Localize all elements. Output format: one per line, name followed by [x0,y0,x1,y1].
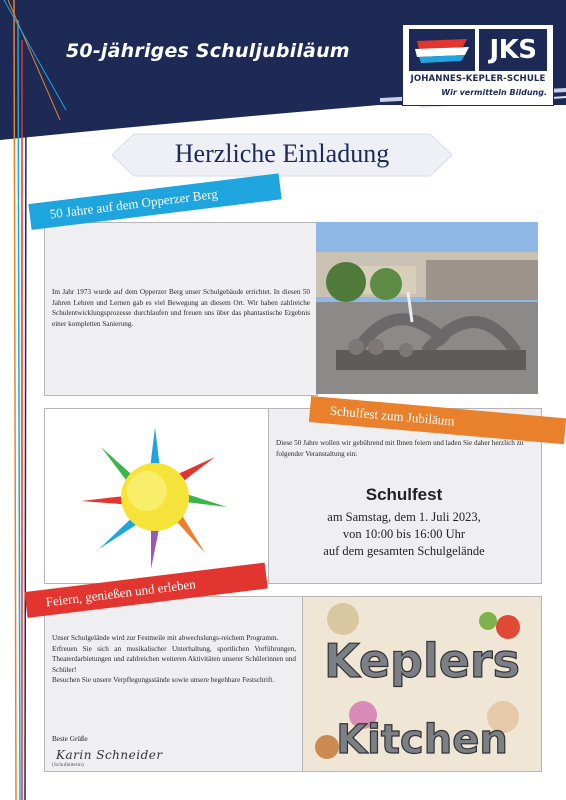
program-line: Erfreuen Sie sich an musikalischer Unterhaltung, sportlichen Vorführungen, Theaterdarbietungen und zahlreichen weiteren Aktivitäten unserer Schülerinnen und Schüler! [52,644,296,674]
sun-splash-illustration [45,409,269,583]
signer-role: (Schulleiterin) [52,762,84,768]
logo-flag-icon [409,29,475,71]
logo-school-name: JOHANNES-KEPLER-SCHULE [410,74,546,84]
history-paragraph: Im Jahr 1973 wurde auf dem Opperzer Berg unser Schulgebäude errichtet. In diesen 50 Jahren Lehren und Lernen gab es viel Bewegung an diesem Ort. Wir haben zahlreiche Schulentwicklungsprozesse durchlaufen und freuen uns über das phantastische Ergebnis einer kompletten Sanierung. [52,288,310,328]
event-time: von 10:00 bis 16:00 Uhr [342,527,466,541]
signature: Karin Schneider [56,748,163,762]
program-paragraph [52,633,296,686]
event-place: auf dem gesamten Schulgelände [323,544,485,558]
artwork-text-kitchen: Kitchen [336,717,508,763]
ribbon-program-label: Feiern, genießen und erleben [44,576,197,610]
program-line: Besuchen Sie unsere Verpflegungsstände sowie unsere begehbare Festschrift. [52,676,275,685]
paint-splash-artwork [44,408,270,584]
event-date: am Samstag, dem 1. Juli 2023, [327,510,481,524]
program-line: Unser Schulgelände wird zur Festmeile mit abwechslungs-reichem Programm. [52,634,279,642]
school-fountain-photo [316,222,538,394]
keplers-kitchen-artwork [302,596,542,772]
page-header-title: 50-jähriges Schuljubiläum [66,40,350,62]
fountain-photo-illustration [316,222,538,394]
invitation-title: Herzliche Einladung [174,139,390,168]
event-title: Schulfest [365,485,443,504]
ribbon-festival-label: Schulfest zum Jubiläum [329,402,456,429]
ribbon-history-label: 50 Jahre auf dem Opperzer Berg [48,186,219,222]
festival-intro: Diese 50 Jahre wollen wir gebührend mit Ihnen feiern und laden Sie daher herzlich zu folgender Veranstaltung ein: [276,439,524,458]
closing-greeting: Beste Grüße [52,735,88,743]
school-logo [402,24,554,106]
logo-mark: JKS [479,29,547,71]
logo-slogan: Wir vermitteln Bildung. [441,88,547,97]
artwork-text-keplers: Keplers [324,634,520,688]
keplers-kitchen-illustration [303,597,541,771]
